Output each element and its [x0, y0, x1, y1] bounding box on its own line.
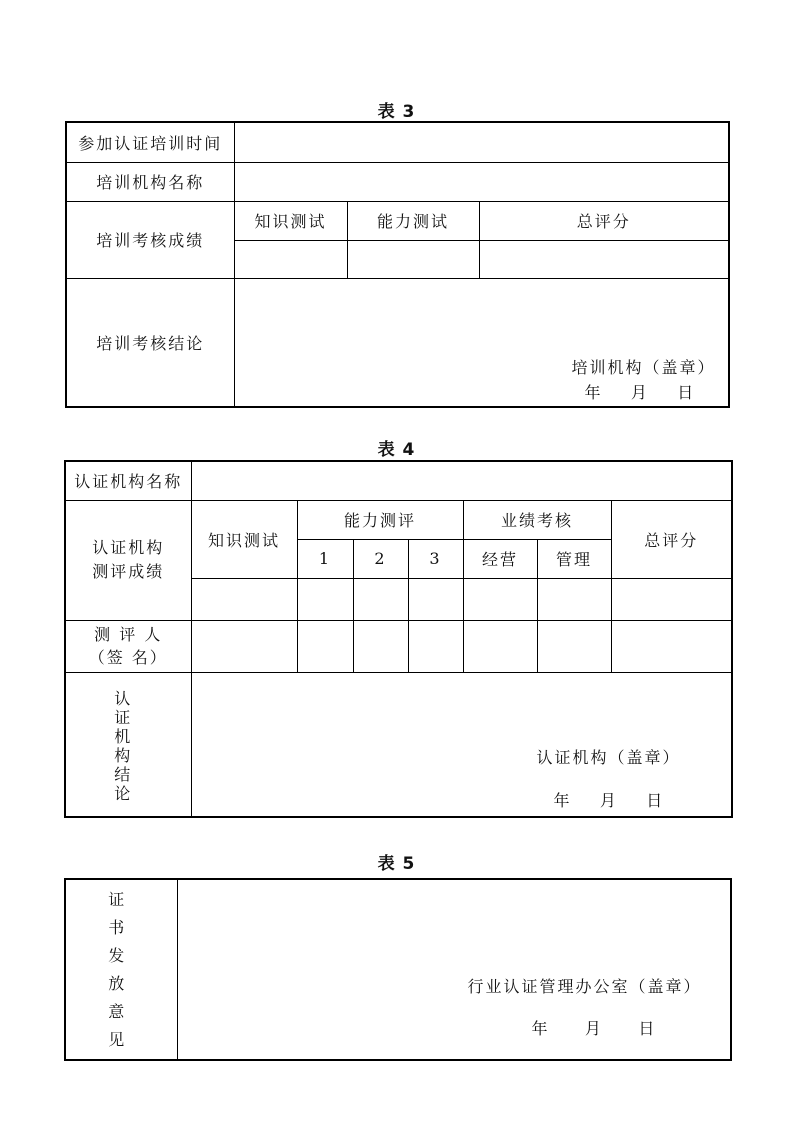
evaluator-knowledge-sign[interactable] [191, 620, 297, 672]
table4-caption: 表 4 [377, 440, 416, 460]
knowledge-test-field[interactable] [234, 240, 347, 278]
office-seal-text: 行业认证管理办公室（盖章） [467, 977, 702, 996]
cert-knowledge-header: 知识测试 [191, 500, 297, 578]
cert-seal-text: 认证机构（盖章） [536, 747, 681, 767]
cert-date-text: 年 月 日 [553, 790, 665, 810]
ability-sub-3: 3 [408, 539, 463, 578]
table5-caption: 表 5 [377, 854, 416, 874]
cert-ability-2-field[interactable] [353, 578, 408, 620]
cert-operation-field[interactable] [463, 578, 537, 620]
cert-conclusion-char: 证 [114, 707, 133, 727]
ability-sub-2: 2 [353, 539, 408, 578]
perf-sub-management: 管理 [537, 539, 611, 578]
evaluator-operation-sign[interactable] [463, 620, 537, 672]
certificate-opinion-char: 书 [108, 917, 127, 937]
office-date-text: 年 月 日 [531, 1019, 657, 1038]
cert-ability-3-field[interactable] [408, 578, 463, 620]
evaluator-ability-1-sign[interactable] [297, 620, 353, 672]
cert-performance-header: 业绩考核 [463, 500, 611, 539]
training-conclusion-label: 培训考核结论 [66, 278, 234, 407]
cert-conclusion-char: 论 [114, 783, 133, 803]
cert-institution-field[interactable] [191, 461, 732, 500]
training-score-label: 培训考核成绩 [66, 201, 234, 278]
cert-conclusion-char: 机 [114, 726, 133, 746]
cert-conclusion-char: 结 [114, 764, 133, 784]
training-time-field[interactable] [234, 122, 729, 162]
total-score-field[interactable] [479, 240, 729, 278]
evaluator-ability-3-sign[interactable] [408, 620, 463, 672]
cert-total-field[interactable] [611, 578, 732, 620]
cert-total-header: 总评分 [611, 500, 732, 578]
table3-caption: 表 3 [377, 102, 416, 122]
cert-conclusion-field[interactable] [191, 672, 732, 817]
ability-test-field[interactable] [347, 240, 479, 278]
certificate-opinion-char: 意 [108, 1001, 127, 1021]
ability-test-header: 能力测试 [347, 201, 479, 240]
evaluator-label-line1: 测 评 人 [94, 625, 163, 644]
table5 [64, 878, 732, 1061]
cert-ability-1-field[interactable] [297, 578, 353, 620]
training-institution-field[interactable] [234, 162, 729, 201]
cert-ability-header: 能力测评 [297, 500, 463, 539]
knowledge-test-header: 知识测试 [234, 201, 347, 240]
evaluator-management-sign[interactable] [537, 620, 611, 672]
training-seal-text: 培训机构（盖章） [571, 357, 716, 377]
training-conclusion-field[interactable] [234, 278, 729, 407]
table3 [65, 121, 730, 408]
table4 [64, 460, 733, 818]
cert-management-field[interactable] [537, 578, 611, 620]
certificate-opinion-char: 证 [108, 889, 127, 909]
cert-score-label-line2: 测评成绩 [92, 562, 165, 581]
training-institution-label: 培训机构名称 [66, 162, 234, 201]
total-score-header: 总评分 [479, 201, 729, 240]
evaluator-total-sign[interactable] [611, 620, 732, 672]
cert-knowledge-field[interactable] [191, 578, 297, 620]
certificate-opinion-char: 发 [108, 945, 127, 965]
cert-score-label [65, 500, 191, 620]
cert-score-label-line1: 认证机构 [92, 538, 165, 557]
ability-sub-1: 1 [297, 539, 353, 578]
training-date-text: 年 月 日 [584, 382, 696, 402]
certificate-opinion-char: 见 [108, 1029, 127, 1049]
perf-sub-operation: 经营 [463, 539, 537, 578]
certificate-opinion-char: 放 [108, 973, 127, 993]
evaluator-label [65, 620, 191, 672]
cert-conclusion-char: 构 [114, 745, 133, 765]
cert-institution-label: 认证机构名称 [65, 461, 191, 500]
certificate-opinion-field[interactable] [177, 879, 731, 1060]
evaluator-ability-2-sign[interactable] [353, 620, 408, 672]
certificate-opinion-label [65, 879, 177, 1060]
cert-conclusion-label [65, 672, 191, 817]
cert-conclusion-char: 认 [114, 688, 133, 708]
training-time-label: 参加认证培训时间 [66, 122, 234, 162]
evaluator-label-line2: （签 名） [88, 648, 168, 667]
